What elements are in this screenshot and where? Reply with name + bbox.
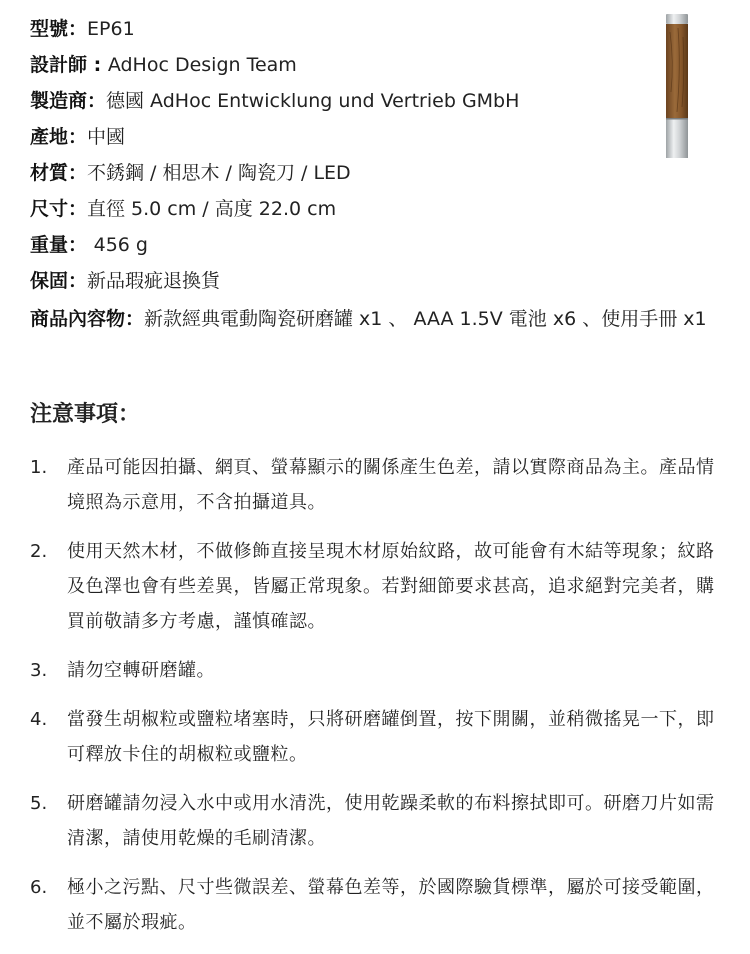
spec-value: EP61	[87, 18, 135, 40]
list-item-number: 1.	[30, 457, 48, 478]
list-item-text: 使用天然木材，不做修飾直接呈現木材原始紋路，故可能會有木結等現象；紋路及色澤也會有些差異，皆屬正常現象。若對細節要求甚高，追求絕對完美者，購買前敬請多方考慮，謹慎確認。	[67, 541, 715, 632]
spec-value: 直徑 5.0 cm / 高度 22.0 cm	[87, 198, 337, 220]
spec-list	[30, 17, 720, 343]
spec-label: 型號：	[30, 18, 88, 40]
spec-value: 新款經典電動陶瓷研磨罐 x1 、 AAA 1.5V 電池 x6 、使用手冊 x1	[144, 308, 707, 330]
list-item	[30, 450, 720, 520]
spec-model	[30, 17, 720, 42]
spec-value: 新品瑕疵退換貨	[87, 270, 221, 292]
list-item-number: 6.	[30, 877, 48, 898]
spec-label: 重量：	[30, 234, 94, 256]
list-item-number: 5.	[30, 793, 48, 814]
list-item	[30, 702, 720, 772]
list-item	[30, 534, 720, 639]
list-item	[30, 653, 720, 688]
list-item-text: 請勿空轉研磨罐。	[67, 660, 215, 681]
spec-label: 產地：	[30, 126, 88, 148]
list-item-text: 極小之污點、尺寸些微誤差、螢幕色差等，於國際驗貨標準，屬於可接受範圍，並不屬於瑕疵。	[67, 877, 715, 933]
list-item-number: 2.	[30, 541, 48, 562]
spec-value: AdHoc Design Team	[107, 54, 297, 76]
spec-value: 德國 AdHoc Entwicklung und Vertrieb GMbH	[106, 90, 520, 112]
list-item-number: 4.	[30, 709, 48, 730]
spec-manufacturer	[30, 89, 720, 114]
spec-warranty	[30, 269, 720, 294]
spec-contents	[30, 307, 720, 332]
spec-label: 製造商：	[30, 90, 107, 112]
spec-label: 保固：	[30, 270, 88, 292]
list-item	[30, 786, 720, 856]
spec-material	[30, 161, 720, 186]
pepper-grinder-icon	[660, 12, 698, 162]
spec-value: 中國	[87, 126, 126, 148]
spec-value: 456 g	[93, 234, 148, 256]
notes-title: 注意事項：	[30, 402, 141, 427]
spec-designer	[30, 53, 720, 78]
list-item-number: 3.	[30, 660, 48, 681]
spec-weight	[30, 233, 720, 258]
spec-dimensions	[30, 197, 720, 222]
spec-origin	[30, 125, 720, 150]
list-item-text: 當發生胡椒粒或鹽粒堵塞時，只將研磨罐倒置，按下開關，並稍微搖晃一下，即可釋放卡住的胡椒粒或鹽粒。	[67, 709, 715, 765]
notes-section	[30, 400, 720, 954]
spec-value: 不銹鋼 / 相思木 / 陶瓷刀 / LED	[87, 162, 351, 184]
spec-label: 尺寸：	[30, 198, 88, 220]
spec-label: 設計師 :	[30, 54, 108, 76]
list-item-text: 產品可能因拍攝、網頁、螢幕顯示的關係產生色差，請以實際商品為主。產品情境照為示意用，不含拍攝道具。	[67, 457, 715, 513]
spec-label: 材質：	[30, 162, 88, 184]
list-item-text: 研磨罐請勿浸入水中或用水清洗，使用乾躁柔軟的布料擦拭即可。研磨刀片如需清潔，請使用乾燥的毛刷清潔。	[67, 793, 715, 849]
spec-label: 商品內容物：	[30, 308, 145, 330]
list-item	[30, 870, 720, 940]
